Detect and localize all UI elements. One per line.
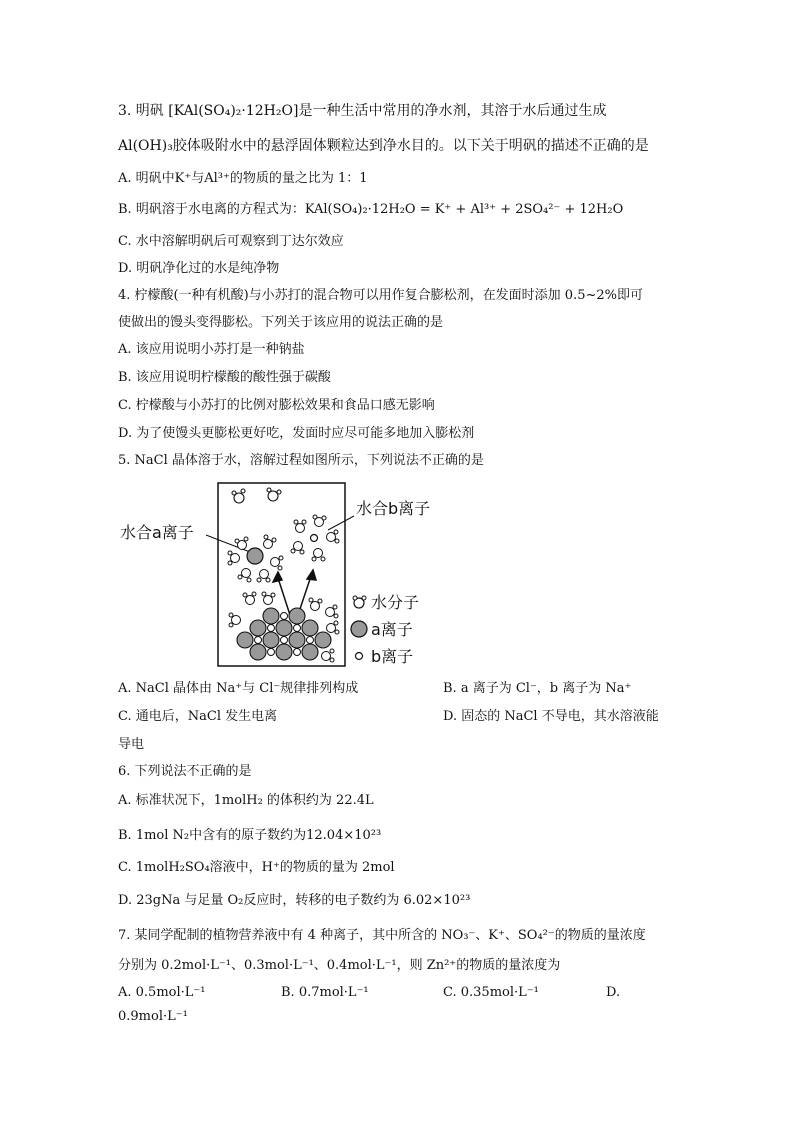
q7-stem-line2: 分别为 0.2mol·L⁻¹、0.3mol·L⁻¹、0.4mol·L⁻¹，则 Zn²⁺的物质的量浓度为 (118, 958, 561, 973)
nacl-crystal-lattice (229, 592, 339, 662)
q7-option-d-head: D. (606, 985, 621, 1000)
q4-option-b: B. 该应用说明柠檬酸的酸性强于碳酸 (118, 370, 331, 385)
q5-stem: 5. NaCl 晶体溶于水，溶解过程如图所示，下列说法不正确的是 (118, 453, 484, 468)
q7-option-c: C. 0.35mol·L⁻¹ (443, 985, 539, 1000)
svg-text:水分子: 水分子 (371, 593, 420, 612)
q5-option-d-line1: D. 固态的 NaCl 不导电，其水溶液能 (443, 709, 659, 724)
q3-option-d: D. 明矾净化过的水是纯净物 (118, 261, 280, 276)
legend-a-ion (351, 620, 413, 639)
label-hydrated-a: 水合a离子 (120, 523, 194, 542)
q5-option-d-line2: 导电 (118, 737, 145, 752)
q4-option-a: A. 该应用说明小苏打是一种钠盐 (118, 342, 305, 357)
nacl-dissolution-figure (118, 480, 458, 670)
q7-option-d-value: 0.9mol·L⁻¹ (118, 1009, 188, 1024)
q3-option-c: C. 水中溶解明矾后可观察到丁达尔效应 (118, 234, 344, 249)
svg-text:b离子: b离子 (371, 647, 414, 666)
q3-stem-line1: 3. 明矾 [KAl(SO₄)₂·12H₂O]是一种生活中常用的净水剂，其溶于水后通过生成 (118, 103, 607, 119)
free-water-molecules (232, 488, 281, 503)
q5-option-b: B. a 离子为 Cl⁻，b 离子为 Na⁺ (443, 681, 632, 696)
q4-stem-line2: 使做出的馒头变得膨松。下列关于该应用的说法正确的是 (118, 315, 444, 330)
q3-option-b: B. 明矾溶于水电离的方程式为：KAl(SO₄)₂·12H₂O = K⁺ + Al³⁺ + 2SO₄²⁻ + 12H₂O (118, 202, 624, 217)
label-b-pointer (328, 516, 354, 530)
label-hydrated-b: 水合b离子 (356, 499, 431, 518)
q7-option-b: B. 0.7mol·L⁻¹ (281, 985, 369, 1000)
q6-option-d: D. 23gNa 与足量 O₂反应时，转移的电子数约为 6.02×10²³ (118, 893, 471, 908)
q6-stem: 6. 下列说法不正确的是 (118, 764, 252, 779)
q6-option-a: A. 标准状况下，1molH₂ 的体积约为 22.4L (118, 793, 374, 808)
hydrated-a-ion (228, 535, 283, 582)
q7-option-a: A. 0.5mol·L⁻¹ (118, 985, 206, 1000)
legend-b-ion (356, 647, 414, 666)
q6-option-c: C. 1molH₂SO₄溶液中，H⁺的物质的量为 2mol (118, 860, 395, 875)
q4-stem-line1: 4. 柠檬酸(一种有机酸)与小苏打的混合物可以用作复合膨松剂，在发面时添加 0.5~2%即可 (118, 288, 644, 303)
q4-option-c: C. 柠檬酸与小苏打的比例对膨松效果和食品口感无影响 (118, 398, 435, 413)
q3-stem-line2: Al(OH)₃胶体吸附水中的悬浮固体颗粒达到净水目的。以下关于明矾的描述不正确的是 (118, 138, 649, 154)
legend-water (353, 593, 419, 612)
hydrated-b-ion (291, 515, 339, 561)
q4-option-d: D. 为了使馒头更膨松更好吃，发面时应尽可能多地加入膨松剂 (118, 426, 475, 441)
q5-option-c: C. 通电后，NaCl 发生电离 (118, 709, 278, 724)
svg-text:a离子: a离子 (371, 620, 413, 639)
q3-option-a: A. 明矾中K⁺与Al³⁺的物质的量之比为 1：1 (118, 171, 368, 186)
q5-option-a: A. NaCl 晶体由 Na⁺与 Cl⁻规律排列构成 (118, 681, 359, 696)
q7-stem-line1: 7. 某同学配制的植物营养液中有 4 种离子，其中所含的 NO₃⁻、K⁺、SO₄²⁻的物质的量浓度 (118, 928, 646, 943)
q6-option-b: B. 1mol N₂中含有的原子数约为12.04×10²³ (118, 828, 382, 843)
